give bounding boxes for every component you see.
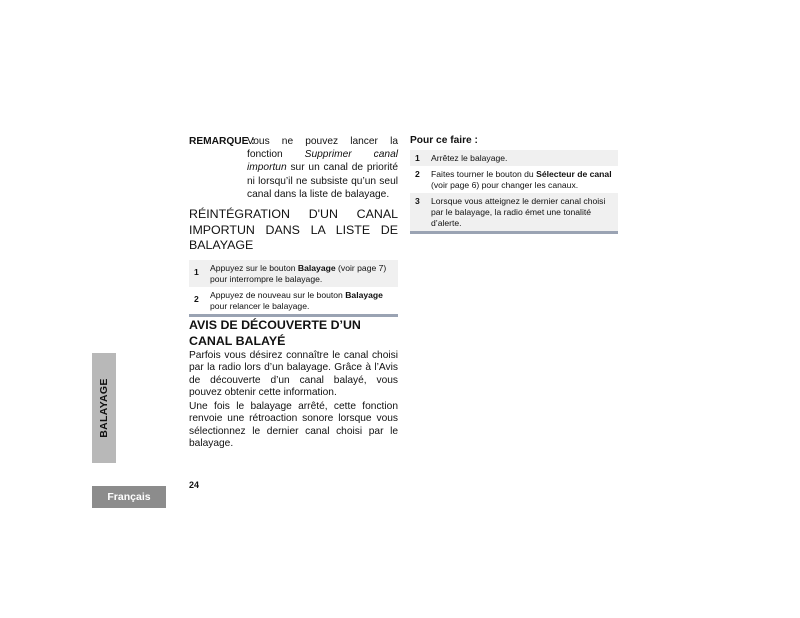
step-text — [210, 263, 398, 285]
step-row — [410, 193, 618, 231]
step-text-post: (voir page 7) pour interrompre le balayage. — [210, 263, 387, 284]
language-tab: Français — [92, 486, 166, 508]
step-number: 3 — [415, 196, 420, 206]
step-text-post: pour relancer le balayage. — [210, 301, 310, 311]
step-text-pre: Faites tourner le bouton du — [431, 169, 537, 179]
step-text-post: (voir page 6) pour changer les canaux. — [431, 180, 579, 190]
step-text-bold: Balayage — [345, 290, 383, 300]
step-text — [431, 153, 618, 164]
step-number: 1 — [415, 153, 420, 163]
steps-divider — [410, 231, 618, 234]
procedure-heading: Pour ce faire : — [410, 135, 478, 146]
step-row — [410, 166, 618, 193]
section1-title-line2: IMPORTUN DANS LA LISTE DE — [189, 222, 398, 237]
section-side-tab — [92, 353, 116, 463]
step-number: 2 — [194, 294, 199, 304]
section2-title-line1: AVIS DE DÉCOUVERTE D’UN — [189, 318, 361, 332]
note-text — [247, 135, 398, 201]
step-number: 1 — [194, 267, 199, 277]
page-number: 24 — [189, 480, 200, 490]
step-text-pre: Arrêtez le balayage. — [431, 153, 508, 163]
step-text — [431, 196, 618, 229]
note-line3-post: sur un canal de priorité ni lorsqu’il ne subsiste qu’un seul canal dans la liste de balayage. — [247, 162, 398, 200]
section1-title-line1: RÉINTÉGRATION D'UN CANAL — [189, 207, 398, 221]
step-text — [431, 169, 618, 191]
section2-title — [189, 318, 398, 349]
step-text-pre: Appuyez de nouveau sur le bouton — [210, 290, 346, 300]
section1-title — [189, 207, 398, 254]
step-row — [189, 260, 398, 287]
note-line3-italic: importun — [247, 162, 287, 174]
note-line2-italic: Supprimer canal — [304, 149, 398, 161]
note-line1: Vous ne pouvez lancer la — [247, 136, 398, 147]
step-text — [210, 290, 398, 312]
note-rest — [247, 161, 398, 201]
section2-title-line2: CANAL BALAYÉ — [189, 333, 286, 348]
section2-paragraph-1: Parfois vous désirez connaître le canal choisi par la radio lors d’un balayage. Grâce à l’Avis de découverte d’un canal balayé, vous pouvez obtenir cette information. — [189, 350, 398, 398]
procedure-steps — [410, 150, 618, 234]
side-tab-label: BALAYAGE — [98, 378, 110, 438]
section1-steps — [189, 260, 398, 317]
section2-paragraph-2: Une fois le balayage arrêté, cette fonction renvoie une rétroaction sonore lorsque vous sélectionnez le dernier canal choisi par le balayage. — [189, 401, 398, 449]
step-text-bold: Balayage — [297, 263, 336, 273]
steps-divider — [189, 314, 398, 317]
step-row — [410, 150, 618, 166]
step-number: 2 — [415, 169, 420, 179]
step-text-bold: Sélecteur de canal — [536, 169, 612, 179]
note-line2 — [247, 148, 398, 161]
section1-title-line3: BALAYAGE — [189, 238, 254, 252]
note-line2-pre: fonction — [247, 149, 305, 161]
note-label: REMARQUE : — [189, 136, 255, 147]
step-text-pre: Appuyez sur le bouton — [210, 263, 298, 273]
step-row — [189, 287, 398, 314]
step-text-pre: Lorsque vous atteignez le dernier canal choisi par le balayage, la radio émet une tonalité d’alerte. — [431, 196, 606, 228]
